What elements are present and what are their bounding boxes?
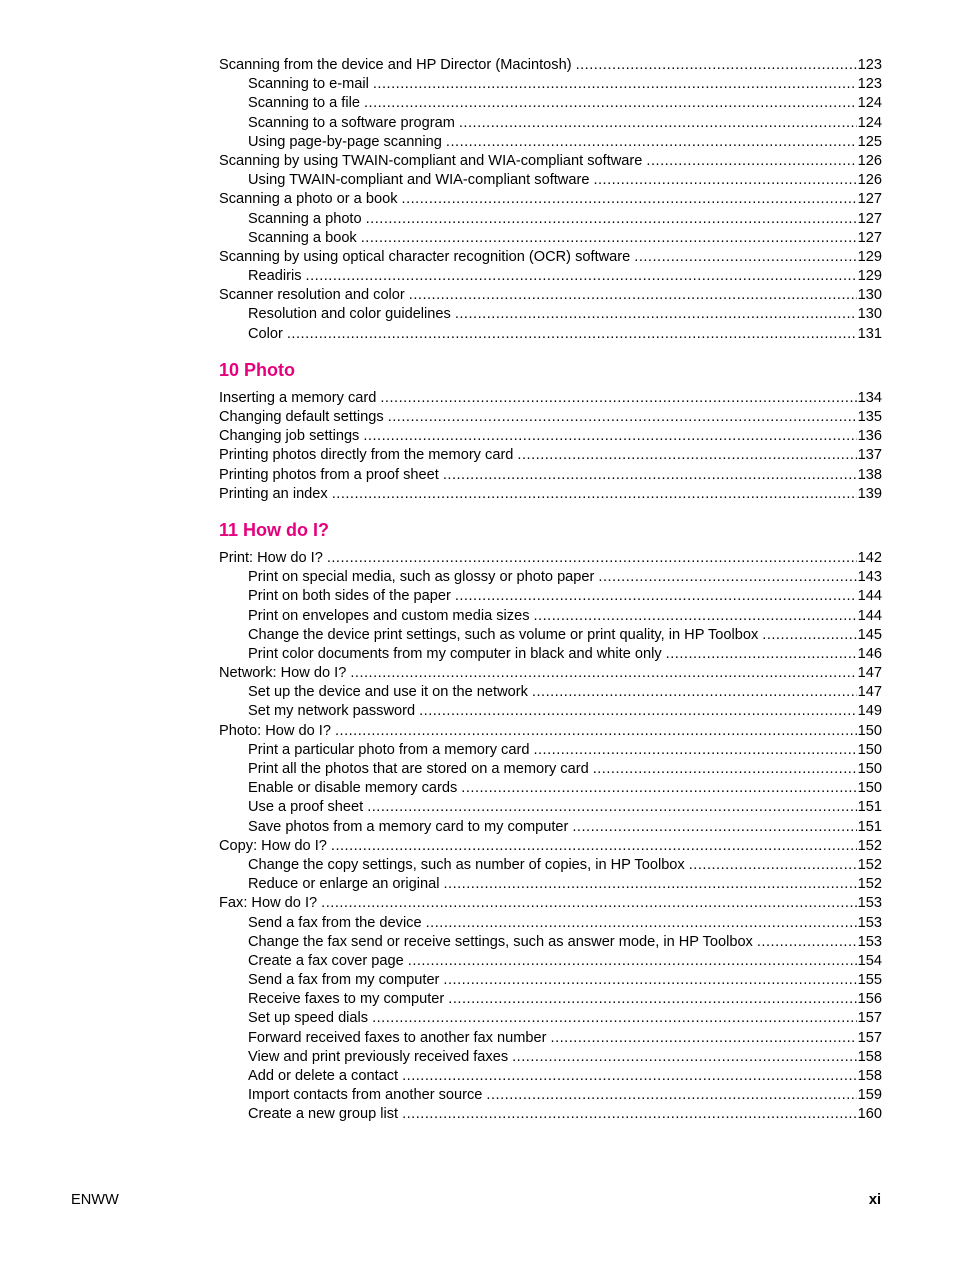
toc-entry[interactable] — [219, 549, 882, 568]
toc-entry-title: Using TWAIN-compliant and WIA-compliant software — [248, 172, 590, 189]
toc-page-number: 157 — [857, 1029, 882, 1046]
toc-page-number: 138 — [857, 466, 882, 483]
toc-subentry[interactable] — [219, 875, 882, 894]
toc-entry-title: Scanning a photo — [248, 210, 362, 227]
toc-subentry[interactable] — [219, 741, 882, 760]
dot-leader — [321, 894, 856, 913]
toc-entry-title: Print: How do I? — [219, 549, 323, 566]
toc-entry[interactable] — [219, 466, 882, 485]
toc-subentry[interactable] — [219, 75, 882, 94]
toc-subentry[interactable] — [219, 702, 882, 721]
toc-entry-title: Print color documents from my computer in black and white only — [248, 645, 662, 662]
toc-page-number: 126 — [857, 152, 882, 169]
toc-subentry[interactable] — [219, 305, 882, 324]
toc-section — [219, 518, 882, 1125]
page-number-roman: xi — [868, 1192, 881, 1208]
dot-leader — [455, 587, 857, 606]
toc-entry-title: Copy: How do I? — [219, 837, 327, 854]
toc-page-number: 157 — [857, 1010, 882, 1027]
toc-page-number: 152 — [857, 856, 882, 873]
dot-leader — [332, 485, 857, 504]
dot-leader — [327, 549, 857, 568]
toc-entry-title: Create a fax cover page — [248, 952, 404, 969]
toc-entry-title: Photo: How do I? — [219, 722, 331, 739]
toc-entry-title: Scanning a photo or a book — [219, 191, 398, 208]
toc-entry-title: Scanning to a software program — [248, 114, 455, 131]
toc-page-number: 123 — [857, 57, 882, 73]
dot-leader — [517, 446, 856, 465]
dot-leader — [762, 626, 856, 645]
toc-page-number: 147 — [857, 684, 882, 701]
toc-entry-title: Fax: How do I? — [219, 895, 318, 912]
toc-subentry[interactable] — [219, 568, 882, 587]
toc-entry-title: Readiris — [248, 268, 302, 285]
dot-leader — [388, 408, 857, 427]
toc-entry-title: Resolution and color guidelines — [248, 306, 451, 323]
toc-entry[interactable] — [219, 446, 882, 465]
dot-leader — [533, 741, 856, 760]
toc-entry[interactable] — [219, 286, 882, 305]
toc-entry-title: Scanner resolution and color — [219, 287, 405, 304]
toc-entry-title: Import contacts from another source — [248, 1087, 483, 1104]
toc-entry[interactable] — [219, 837, 882, 856]
toc-entry-title: Scanning by using TWAIN-compliant and WIA-compliant software — [219, 152, 643, 169]
toc-entry-title: Set up speed dials — [248, 1010, 369, 1027]
toc-subentry[interactable] — [219, 94, 882, 113]
dot-leader — [689, 856, 857, 875]
dot-leader — [402, 190, 857, 209]
dot-leader — [448, 990, 856, 1009]
toc-entry-title: View and print previously received faxes — [248, 1048, 509, 1065]
toc-entry-title: Add or delete a contact — [248, 1068, 399, 1084]
toc-entry-title: Printing photos directly from the memory card — [219, 447, 514, 464]
toc-page-number: 160 — [857, 1106, 882, 1123]
toc-subentry[interactable] — [219, 1086, 882, 1105]
dot-leader — [350, 664, 856, 683]
toc-entry-title: Create a new group list — [248, 1106, 399, 1123]
dot-leader — [534, 607, 857, 626]
toc-entry-title: Send a fax from the device — [248, 914, 422, 931]
toc-subentry[interactable] — [219, 645, 882, 664]
toc-entry-title: Print on envelopes and custom media sizes — [248, 607, 530, 624]
toc-page-number: 156 — [857, 991, 882, 1008]
toc-subentry[interactable] — [219, 1048, 882, 1067]
toc-page-number: 129 — [857, 268, 882, 285]
toc-page-number: 158 — [857, 1048, 882, 1065]
toc-page-number: 153 — [857, 895, 882, 912]
dot-leader — [366, 210, 857, 229]
toc-section — [219, 56, 882, 344]
dot-leader — [443, 875, 856, 894]
dot-leader — [373, 75, 857, 94]
toc-page-number: 150 — [857, 780, 882, 797]
toc-page-number: 139 — [857, 485, 882, 502]
toc-subentry[interactable] — [219, 229, 882, 248]
toc-page-number: 126 — [857, 172, 882, 189]
dot-leader — [446, 133, 857, 152]
dot-leader — [364, 94, 857, 113]
toc-entry[interactable] — [219, 722, 882, 741]
toc-entry[interactable] — [219, 56, 882, 75]
toc-entry-title: Changing default settings — [219, 409, 384, 425]
toc-entry-title: Scanning to a file — [248, 95, 360, 112]
toc-page-number: 129 — [857, 248, 882, 265]
toc-subentry[interactable] — [219, 933, 882, 952]
dot-leader — [331, 837, 857, 856]
toc-entry[interactable] — [219, 485, 882, 504]
dot-leader — [380, 389, 856, 408]
toc-entry[interactable] — [219, 664, 882, 683]
dot-leader — [551, 1029, 857, 1048]
toc-entry-title: Network: How do I? — [219, 665, 347, 682]
toc-page-number: 142 — [857, 549, 882, 566]
toc-page-number: 155 — [857, 972, 882, 989]
toc-entry-title: Color — [248, 325, 283, 342]
toc-page-number: 146 — [857, 645, 882, 662]
dot-leader — [443, 466, 857, 485]
dot-leader — [646, 152, 856, 171]
toc-subentry[interactable] — [219, 114, 882, 133]
toc-subentry[interactable] — [219, 779, 882, 798]
toc-entry[interactable] — [219, 408, 882, 427]
dot-leader — [593, 171, 856, 190]
chapter-heading: 10 Photo — [219, 359, 296, 380]
toc-entry-title: Set my network password — [248, 703, 416, 720]
toc-subentry[interactable] — [219, 914, 882, 933]
dot-leader — [443, 971, 856, 990]
dot-leader — [576, 56, 857, 75]
toc-page-number: 130 — [857, 287, 882, 304]
dot-leader — [455, 305, 857, 324]
toc-page-number: 127 — [857, 191, 882, 208]
dot-leader — [512, 1048, 857, 1067]
dot-leader — [287, 325, 857, 344]
toc-entry-title: Inserting a memory card — [219, 389, 377, 406]
toc-entry[interactable] — [219, 894, 882, 913]
toc-subentry[interactable] — [219, 952, 882, 971]
toc-page-number: 150 — [857, 722, 882, 739]
toc-entry-list — [219, 389, 882, 504]
toc-entry-title: Print on special media, such as glossy or photo paper — [248, 569, 595, 586]
toc-entry-title: Change the device print settings, such as volume or print quality, in HP Toolbox — [248, 626, 759, 643]
toc-page-number: 147 — [857, 665, 882, 682]
toc-page-number: 152 — [857, 876, 882, 893]
dot-leader — [459, 114, 857, 133]
toc-section — [219, 358, 882, 504]
toc-entry[interactable] — [219, 389, 882, 408]
toc-entry-list — [219, 549, 882, 1125]
toc-subentry[interactable] — [219, 626, 882, 645]
toc-page-number: 127 — [857, 229, 882, 246]
toc-page-number: 150 — [857, 741, 882, 758]
toc-page-number: 144 — [857, 607, 882, 624]
toc-page-number: 137 — [857, 447, 882, 464]
toc-entry[interactable] — [219, 248, 882, 267]
toc-entry[interactable] — [219, 152, 882, 171]
dot-leader — [402, 1105, 857, 1124]
toc-subentry[interactable] — [219, 798, 882, 817]
chapter-heading: 11 How do I? — [219, 519, 330, 540]
toc-subentry[interactable] — [219, 325, 882, 344]
toc-page-number: 136 — [857, 428, 882, 445]
toc-entry-title: Set up the device and use it on the network — [248, 684, 528, 701]
dot-leader — [306, 267, 857, 286]
toc-page-number: 153 — [857, 914, 882, 931]
toc-subentry[interactable] — [219, 210, 882, 229]
toc-entry-title: Save photos from a memory card to my computer — [248, 818, 569, 835]
dot-leader — [593, 760, 857, 779]
footer-left-label: ENWW — [71, 1192, 119, 1208]
toc-subentry[interactable] — [219, 1009, 882, 1028]
toc-entry-title: Scanning a book — [248, 229, 357, 246]
table-of-contents — [219, 56, 882, 1125]
toc-page-number: 149 — [857, 703, 882, 720]
toc-entry-title: Enable or disable memory cards — [248, 780, 458, 797]
dot-leader — [402, 1067, 857, 1086]
toc-subentry[interactable] — [219, 267, 882, 286]
toc-subentry[interactable] — [219, 683, 882, 702]
toc-subentry[interactable] — [219, 971, 882, 990]
dot-leader — [335, 722, 857, 741]
toc-entry-title: Receive faxes to my computer — [248, 991, 445, 1008]
toc-page-number: 123 — [857, 76, 882, 93]
dot-leader — [363, 427, 856, 446]
dot-leader — [367, 798, 856, 817]
dot-leader — [634, 248, 856, 267]
toc-page-number: 151 — [857, 799, 882, 816]
toc-page-number: 131 — [857, 325, 882, 342]
toc-entry-title: Scanning by using optical character recognition (OCR) software — [219, 248, 631, 265]
toc-page-number: 153 — [857, 933, 882, 950]
dot-leader — [372, 1009, 857, 1028]
toc-entry-list — [219, 56, 882, 344]
toc-entry-title: Forward received faxes to another fax number — [248, 1029, 547, 1046]
toc-page-number: 145 — [857, 626, 882, 643]
toc-entry-title: Use a proof sheet — [248, 799, 364, 816]
toc-page-number: 151 — [857, 818, 882, 835]
toc-page-number: 135 — [857, 409, 882, 425]
dot-leader — [419, 702, 857, 721]
dot-leader — [409, 286, 857, 305]
toc-entry-title: Scanning to e-mail — [248, 76, 369, 93]
dot-leader — [486, 1086, 856, 1105]
toc-subentry[interactable] — [219, 607, 882, 626]
toc-entry-title: Change the copy settings, such as number of copies, in HP Toolbox — [248, 856, 685, 873]
dot-leader — [598, 568, 856, 587]
dot-leader — [426, 914, 857, 933]
toc-subentry[interactable] — [219, 133, 882, 152]
dot-leader — [666, 645, 857, 664]
toc-page-number: 152 — [857, 837, 882, 854]
toc-entry-title: Reduce or enlarge an original — [248, 876, 440, 893]
toc-entry[interactable] — [219, 190, 882, 209]
toc-subentry[interactable] — [219, 1067, 882, 1086]
toc-entry[interactable] — [219, 427, 882, 446]
toc-page-number: 124 — [857, 114, 882, 131]
toc-subentry[interactable] — [219, 1029, 882, 1048]
toc-subentry[interactable] — [219, 171, 882, 190]
toc-subentry[interactable] — [219, 1105, 882, 1124]
toc-page-number: 158 — [857, 1068, 882, 1084]
toc-entry-title: Send a fax from my computer — [248, 972, 440, 989]
toc-subentry[interactable] — [219, 818, 882, 837]
toc-page-number: 150 — [857, 761, 882, 777]
toc-subentry[interactable] — [219, 856, 882, 875]
toc-page-number: 124 — [857, 95, 882, 112]
toc-subentry[interactable] — [219, 990, 882, 1009]
dot-leader — [532, 683, 857, 702]
toc-entry-title: Print all the photos that are stored on a memory card — [248, 761, 589, 777]
toc-entry-title: Change the fax send or receive settings, such as answer mode, in HP Toolbox — [248, 933, 753, 950]
dot-leader — [572, 818, 856, 837]
toc-page-number: 144 — [857, 588, 882, 605]
toc-entry-title: Printing photos from a proof sheet — [219, 466, 439, 483]
toc-entry-title: Print a particular photo from a memory card — [248, 741, 530, 758]
toc-subentry[interactable] — [219, 587, 882, 606]
toc-page-number: 143 — [857, 569, 882, 586]
toc-page-number: 130 — [857, 306, 882, 323]
toc-entry-title: Using page-by-page scanning — [248, 133, 442, 150]
toc-page-number: 134 — [857, 389, 882, 406]
toc-page-number: 159 — [857, 1087, 882, 1104]
toc-page-number: 154 — [857, 952, 882, 969]
dot-leader — [461, 779, 856, 798]
dot-leader — [361, 229, 857, 248]
dot-leader — [757, 933, 857, 952]
dot-leader — [408, 952, 857, 971]
toc-subentry[interactable] — [219, 760, 882, 779]
toc-page-number: 125 — [857, 133, 882, 150]
toc-entry-title: Changing job settings — [219, 428, 360, 445]
toc-entry-title: Print on both sides of the paper — [248, 588, 451, 605]
toc-entry-title: Scanning from the device and HP Director (Macintosh) — [219, 57, 572, 73]
toc-page-number: 127 — [857, 210, 882, 227]
toc-entry-title: Printing an index — [219, 485, 328, 502]
